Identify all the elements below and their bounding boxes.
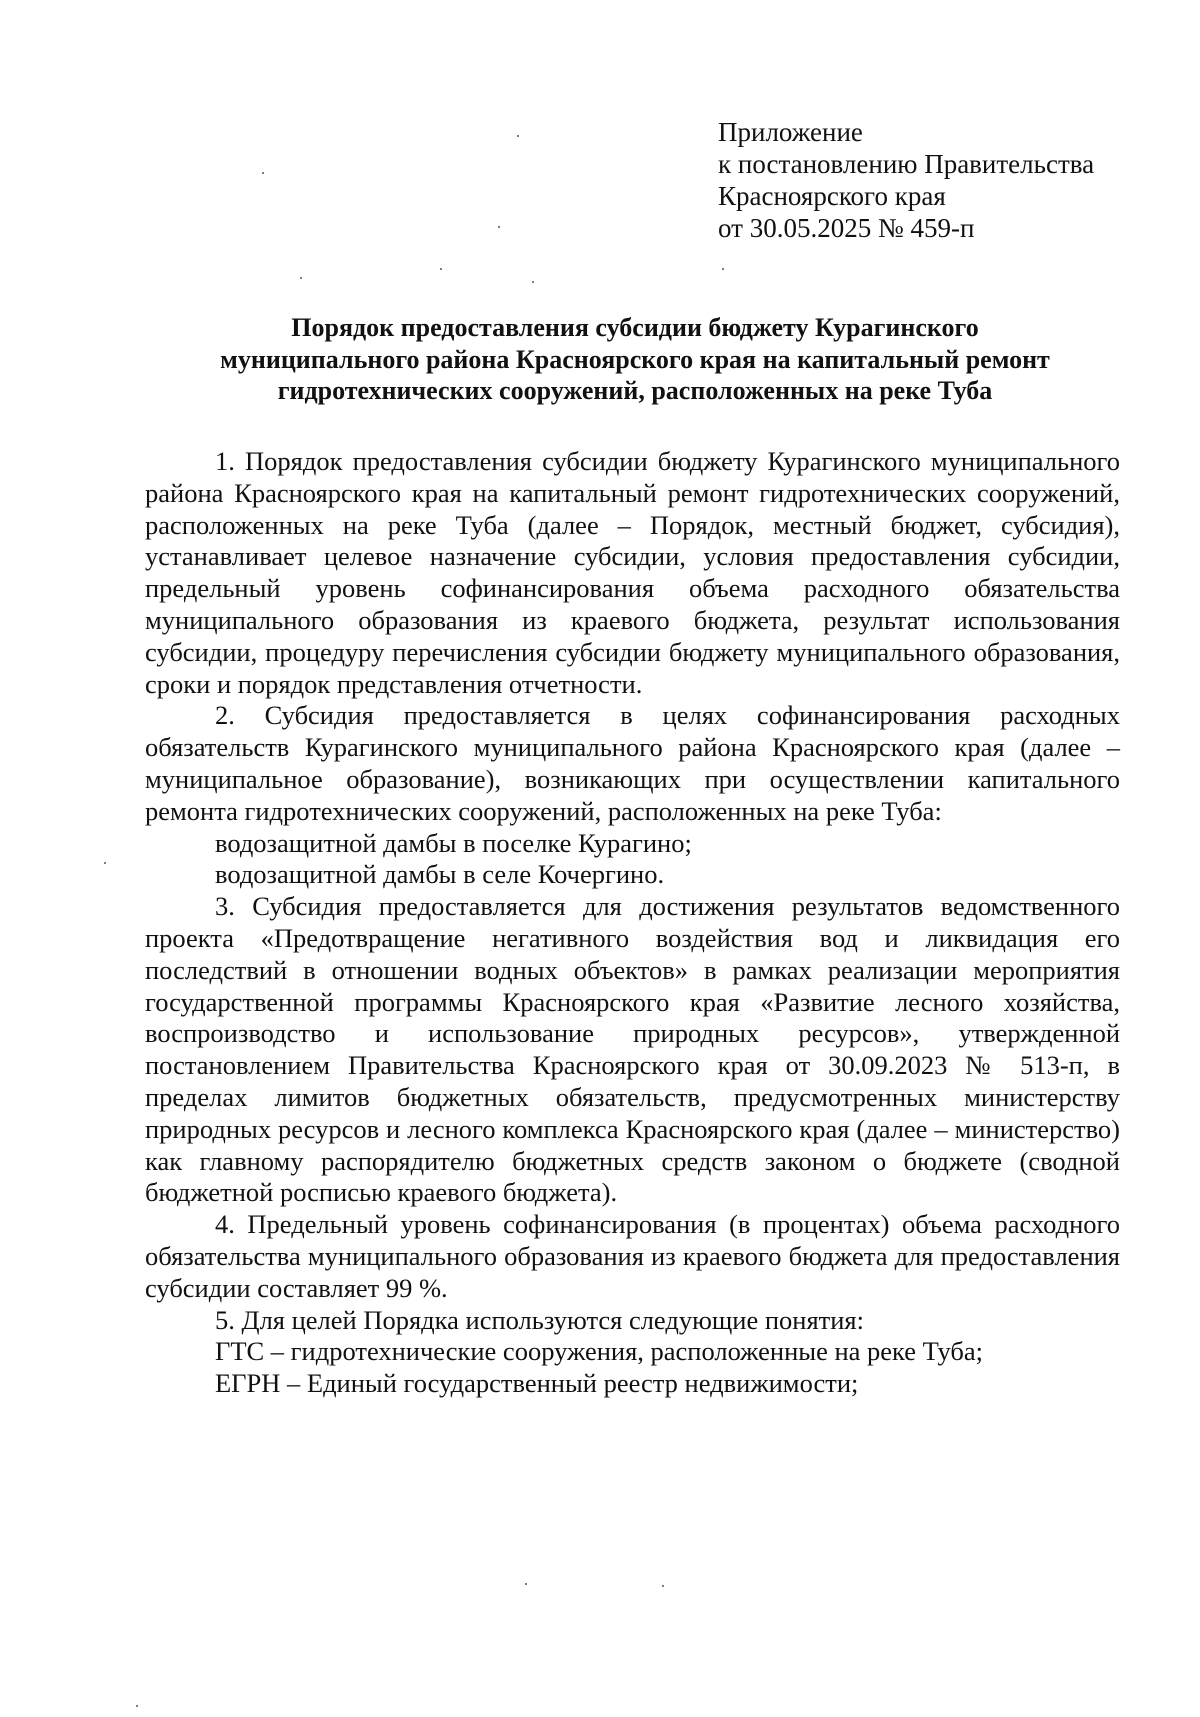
paragraph-5: 5. Для целей Порядка используются следующие понятия: xyxy=(215,1304,864,1335)
scan-speck xyxy=(300,277,302,279)
appendix-region: Красноярского края xyxy=(718,181,946,211)
title-line: Порядок предоставления субсидии бюджету Курагинского xyxy=(291,313,979,342)
scan-speck xyxy=(104,862,106,864)
definition-gts: ГТС – гидротехнические сооружения, расположенные на реке Туба; xyxy=(215,1336,984,1367)
title-line: муниципального района Красноярского края на капитальный ремонт xyxy=(220,344,1050,374)
paragraph-4: 4. Предельный уровень софинансирования (в процентах) объема расходного обязательства муниципального образования из краевого бюджета для предоставления субсидии составляет 99 %. xyxy=(145,1209,1120,1303)
scan-speck xyxy=(136,1705,138,1707)
title-line: гидротехнических сооружений, расположенных на реке Туба xyxy=(277,376,993,405)
scan-speck xyxy=(517,135,519,137)
appendix-header xyxy=(718,116,1178,244)
paragraph-2-item-kuragino: водозащитной дамбы в поселке Курагино; xyxy=(215,827,692,858)
scan-speck xyxy=(498,226,500,228)
scan-speck xyxy=(532,281,534,283)
scan-speck xyxy=(525,1583,527,1585)
appendix-label: Приложение xyxy=(718,117,863,147)
appendix-resolution-ref: к постановлению Правительства xyxy=(718,149,1095,179)
document-body xyxy=(145,446,1120,1400)
paragraph-2: 2. Субсидия предоставляется в целях софинансирования расходных обязательств Курагинского муниципального района Красноярского края (далее – муниципальное образование), возникающих при осуществлении капитального ремонта гидротехнических сооружений, расположенных на реке Туба: xyxy=(145,700,1120,826)
scan-speck xyxy=(662,1585,664,1587)
appendix-date-number: от 30.05.2025 № 459-п xyxy=(718,213,975,243)
scan-speck xyxy=(262,172,264,174)
scan-speck xyxy=(440,268,442,270)
paragraph-1: 1. Порядок предоставления субсидии бюджету Курагинского муниципального района Красноярского края на капитальный ремонт гидротехнических сооружений, расположенных на реке Туба (далее – Порядок, местный бюджет, субсидия), устанавливает целевое назначение субсидии, условия предоставления субсидии, предельный уровень софинансирования объема расходного обязательства муниципального образования из краевого бюджета, результат использования субсидии, процедуру перечисления субсидии бюджету муниципального образования, сроки и порядок представления отчетности. xyxy=(145,446,1120,699)
document-title xyxy=(150,312,1120,407)
paragraph-2-item-kochergino: водозащитной дамбы в селе Кочергино. xyxy=(215,859,665,890)
definition-egrn: ЕГРН – Единый государственный реестр недвижимости; xyxy=(215,1368,859,1399)
paragraph-3: 3. Субсидия предоставляется для достижения результатов ведомственного проекта «Предотвращение негативного воздействия вод и ликвидация его последствий в отношении водных объектов» в рамках реализации мероприятия государственной программы Красноярского края «Развитие лесного хозяйства, воспроизводство и использование природных ресурсов», утвержденной постановлением Правительства Красноярского края от 30.09.2023 № 513-п, в пределах лимитов бюджетных обязательств, предусмотренных министерству природных ресурсов и лесного комплекса Красноярского края (далее – министерство) как главному распорядителю бюджетных средств законом о бюджете (сводной бюджетной росписью краевого бюджета). xyxy=(145,891,1120,1208)
scan-speck xyxy=(722,268,724,270)
